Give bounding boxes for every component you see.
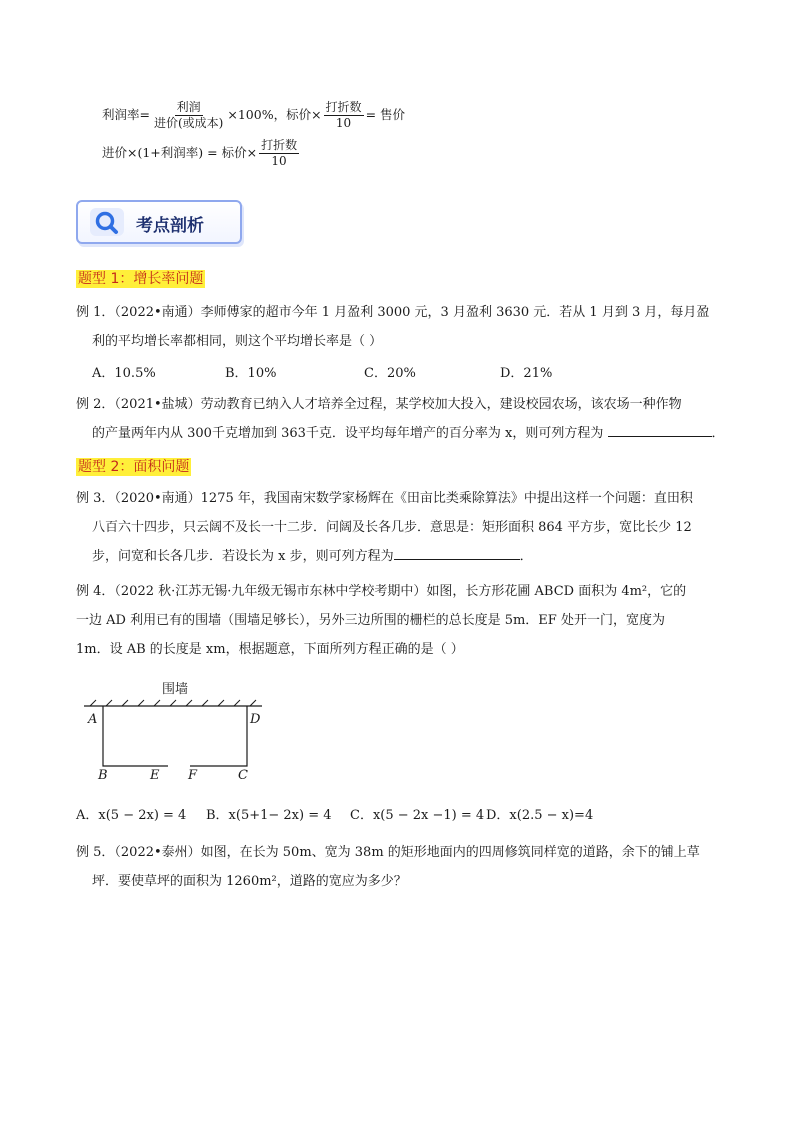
fraction [324,100,364,131]
example-text: 坪．要使草坪的面积为 1260m²，道路的宽应为多少？ [92,874,407,889]
fraction-numerator: 打折数 [261,138,298,152]
example-text: 1m．设 AB 的长度是 xm，根据题意，下面所列方程正确的是（ ） [76,642,464,657]
example-1 [76,298,726,356]
formula-text: 进价×(1+利润率) = 标价× [102,145,258,160]
example-text: ． [711,426,725,441]
point-label-c: C [238,768,248,783]
formula-cost-price [102,138,301,169]
example-text: 例 2．（2021•盐城）劳动教育已纳入人才培养全过程，某学校加大投入，建设校园农场，该农场一种作物 [76,397,682,412]
banner-title: 考点剖析 [136,216,204,236]
section-banner [76,200,242,244]
example-text: 利的平均增长率都相同，则这个平均增长率是（ ） [92,334,383,349]
answer-blank [608,436,712,437]
formula-text: 利润率= [102,107,150,122]
section-label: 题型 2：面积问题 [78,459,190,475]
example-text: 例 1．（2022•南通）李师傅家的超市今年 1 月盈利 3000 元，3 月盈利 3630 元．若从 1 月到 3 月，每月盈 [76,305,710,320]
point-label-e: E [150,768,160,783]
example-text: 八百六十四步，只云阔不及长一十二步．问阔及长各几步．意思是：矩形面积 864 平方步，宽比长少 12 [92,520,692,535]
section-label: 题型 1：增长率问题 [78,271,204,287]
example-5 [76,838,726,896]
point-label-f: F [188,768,198,783]
example-2 [76,390,726,448]
choice-a: A．x(5 − 2x) = 4 [76,808,187,823]
choice-d: D．x(2.5 − x)=4 [486,808,594,823]
example-text: 的产量两年内从 300千克增加到 363千克．设平均每年增产的百分率为 x，则可列方程为 [92,426,604,441]
answer-blank [394,559,520,560]
choice-a: A．10.5% [92,366,156,381]
example-text: 例 5．（2022•泰州）如图，在长为 50m、宽为 38m 的矩形地面内的四周修筑同样宽的道路，余下的铺上草 [76,845,700,860]
example-4 [76,577,726,664]
fraction-numerator: 利润 [176,100,201,114]
wall-label: 围墙 [162,682,189,697]
example-text: 一边 AD 利用已有的围墙（围墙足够长），另外三边所围的栅栏的总长度是 5m．EF 处开一门，宽度为 [76,613,665,628]
formula-profit-rate [102,100,405,131]
example-text: 步，问宽和长各几步．若设长为 x 步，则可列方程为 [92,549,394,564]
magnifier-icon [90,208,124,240]
fraction-denominator: 10 [271,154,287,168]
example-text: ． [519,549,533,564]
section-heading-growth [76,268,205,288]
example-3 [76,484,726,571]
section-heading-area [76,456,191,476]
point-label-d: D [250,712,261,727]
formula-text: = 售价 [365,107,406,122]
fraction [152,100,225,131]
fraction-denominator: 进价(或成本) [153,116,224,130]
formula-text: ×100%，标价× [227,107,322,122]
choice-c: C．x(5 − 2x −1) = 4 [350,808,485,823]
example-text: 例 3．（2020•南通）1275 年，我国南宋数学家杨辉在《田亩比类乘除算法》中提出这样一个问题：直田积 [76,491,693,506]
fraction-numerator: 打折数 [325,100,362,114]
choice-b: B．10% [225,366,277,381]
garden-figure [76,672,276,788]
point-label-b: B [98,768,108,783]
fraction [259,138,299,169]
choice-d: D．21% [500,366,553,381]
choice-c: C．20% [364,366,416,381]
point-label-a: A [88,712,98,727]
example-text: 例 4．（2022 秋·江苏无锡·九年级无锡市东林中学校考期中）如图，长方形花圃 ABCD 面积为 4m²，它的 [76,584,687,599]
fraction-denominator: 10 [335,116,352,130]
choice-b: B．x(5+1− 2x) = 4 [206,808,332,823]
